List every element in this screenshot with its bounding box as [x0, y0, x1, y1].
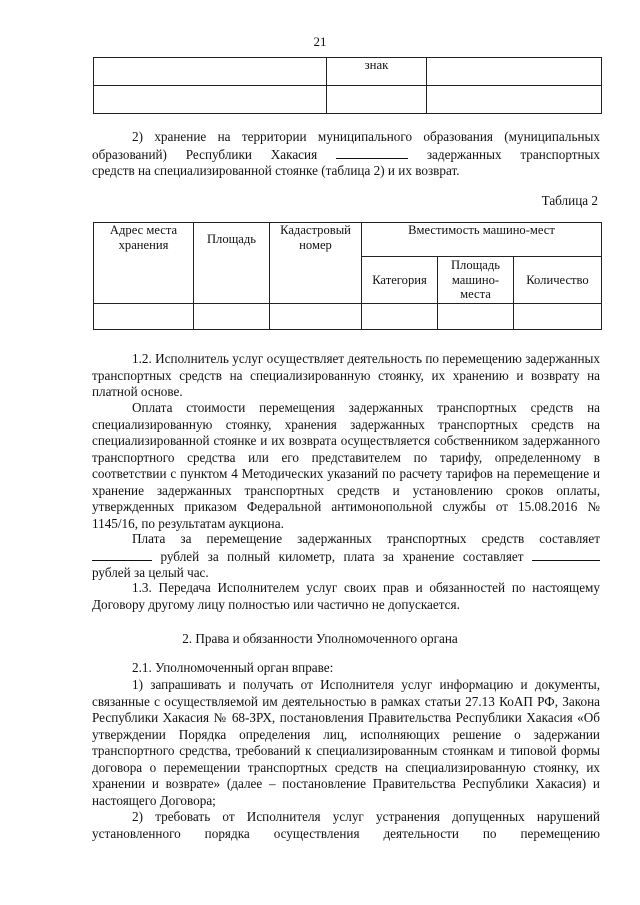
- paragraph-2-1-1: 1) запрашивать и получать от Исполнителя услуг информацию и документы, связанные с осуществляемой им деятельностью в рамках статьи 27.13 КоАП РФ, Закона Республики Хакасия № 68-ЗРХ, постановления Правительства Республики Хакасия «Об утверждении Порядка определения лиц, исполняющих решение о задержании транспортного средства, требований к специализированным стоянкам и типовой формы договора о перемещении транспортных средств на специализированную стоянку, их хранении и возврате» (далее – постановление Правительства Республики Хакасия) и настоящего Договора;: [92, 677, 600, 808]
- table-header-row: [94, 223, 602, 257]
- table-cell: [514, 304, 602, 330]
- table-cell: [94, 58, 327, 86]
- table-cell: [194, 304, 270, 330]
- text-line: рублей за целый час.: [92, 565, 209, 580]
- table-cell: [427, 58, 602, 86]
- header-category: Категория: [362, 257, 438, 304]
- table-row: [94, 58, 602, 86]
- table-row: [94, 304, 602, 330]
- blank-field: [92, 548, 152, 561]
- paragraph-2-1-2: [92, 809, 600, 842]
- paragraph-storage: [92, 129, 600, 180]
- table-cell: [427, 86, 602, 114]
- header-cadastral: Кадастровый номер: [270, 223, 362, 304]
- paragraph-payment: Оплата стоимости перемещения задержанных транспортных средств на специализированную стоянку, хранения задержанных транспортных средств на специализированной стоянке и их возврата осуществляется собственником задержанного транспортного средства или его представителем по тарифу, определенному в соответствии с пунктом 4 Методических указаний по расчету тарифов на перемещение и хранение задержанных транспортных средств и установлению сроков оплаты, утвержденных приказом Федеральной антимонопольной службы от 15.08.2016 № 1145/16, по результатам аукциона.: [92, 400, 600, 531]
- paragraph-2-1: 2.1. Уполномоченный орган вправе:: [132, 660, 334, 675]
- header-capacity: Вместимость машино-мест: [362, 223, 602, 257]
- paragraph-1-3: 1.3. Передача Исполнителем услуг своих прав и обязанностей по настоящему Договору другому лицу полностью или частично не допускается.: [92, 580, 600, 612]
- text-line: 2) хранение на территории муниципального образования (муниципальных: [132, 129, 600, 144]
- table-row: [94, 86, 602, 114]
- text-line: установленного порядка осуществления деятельности по перемещению: [92, 825, 600, 841]
- text-line: [92, 146, 600, 164]
- header-space-area: Площадь машино-места: [438, 257, 514, 304]
- text-fragment: образований) Республики Хакасия: [92, 146, 318, 162]
- table-caption: Таблица 2: [541, 193, 598, 208]
- storage-table: [93, 222, 602, 330]
- table-cell: [94, 304, 194, 330]
- blank-field: [532, 548, 600, 561]
- table-cell: [270, 304, 362, 330]
- page-number: 21: [313, 34, 327, 49]
- text-line: Плата за перемещение задержанных транспортных средств составляет: [132, 531, 600, 546]
- header-address: Адрес места хранения: [94, 223, 194, 304]
- blank-field: [336, 146, 408, 159]
- text-fragment: рублей за полный километр, плата за хранение составляет: [160, 548, 524, 564]
- table-cell: [362, 304, 438, 330]
- table-cell: [94, 86, 327, 114]
- paragraph-1-2: 1.2. Исполнитель услуг осуществляет деятельность по перемещению задержанных транспортных средств на специализированную стоянку, их хранению и возврату на платной основе.: [92, 351, 600, 399]
- table-cell: [327, 86, 427, 114]
- table-cell-sign: знак: [327, 58, 427, 86]
- text-fragment: задержанных транспортных: [426, 146, 601, 162]
- table-cell: [438, 304, 514, 330]
- header-area: Площадь: [194, 223, 270, 304]
- text-line: средств на специализированной стоянке (таблица 2) и их возврат.: [92, 163, 460, 178]
- text-line: 2) требовать от Исполнителя услуг устранения допущенных нарушений: [132, 809, 600, 824]
- section-heading: 2. Права и обязанности Уполномоченного органа: [182, 631, 458, 646]
- paragraph-fee: [92, 531, 600, 582]
- top-table: [93, 57, 602, 114]
- text-line: [92, 548, 600, 566]
- header-quantity: Количество: [514, 257, 602, 304]
